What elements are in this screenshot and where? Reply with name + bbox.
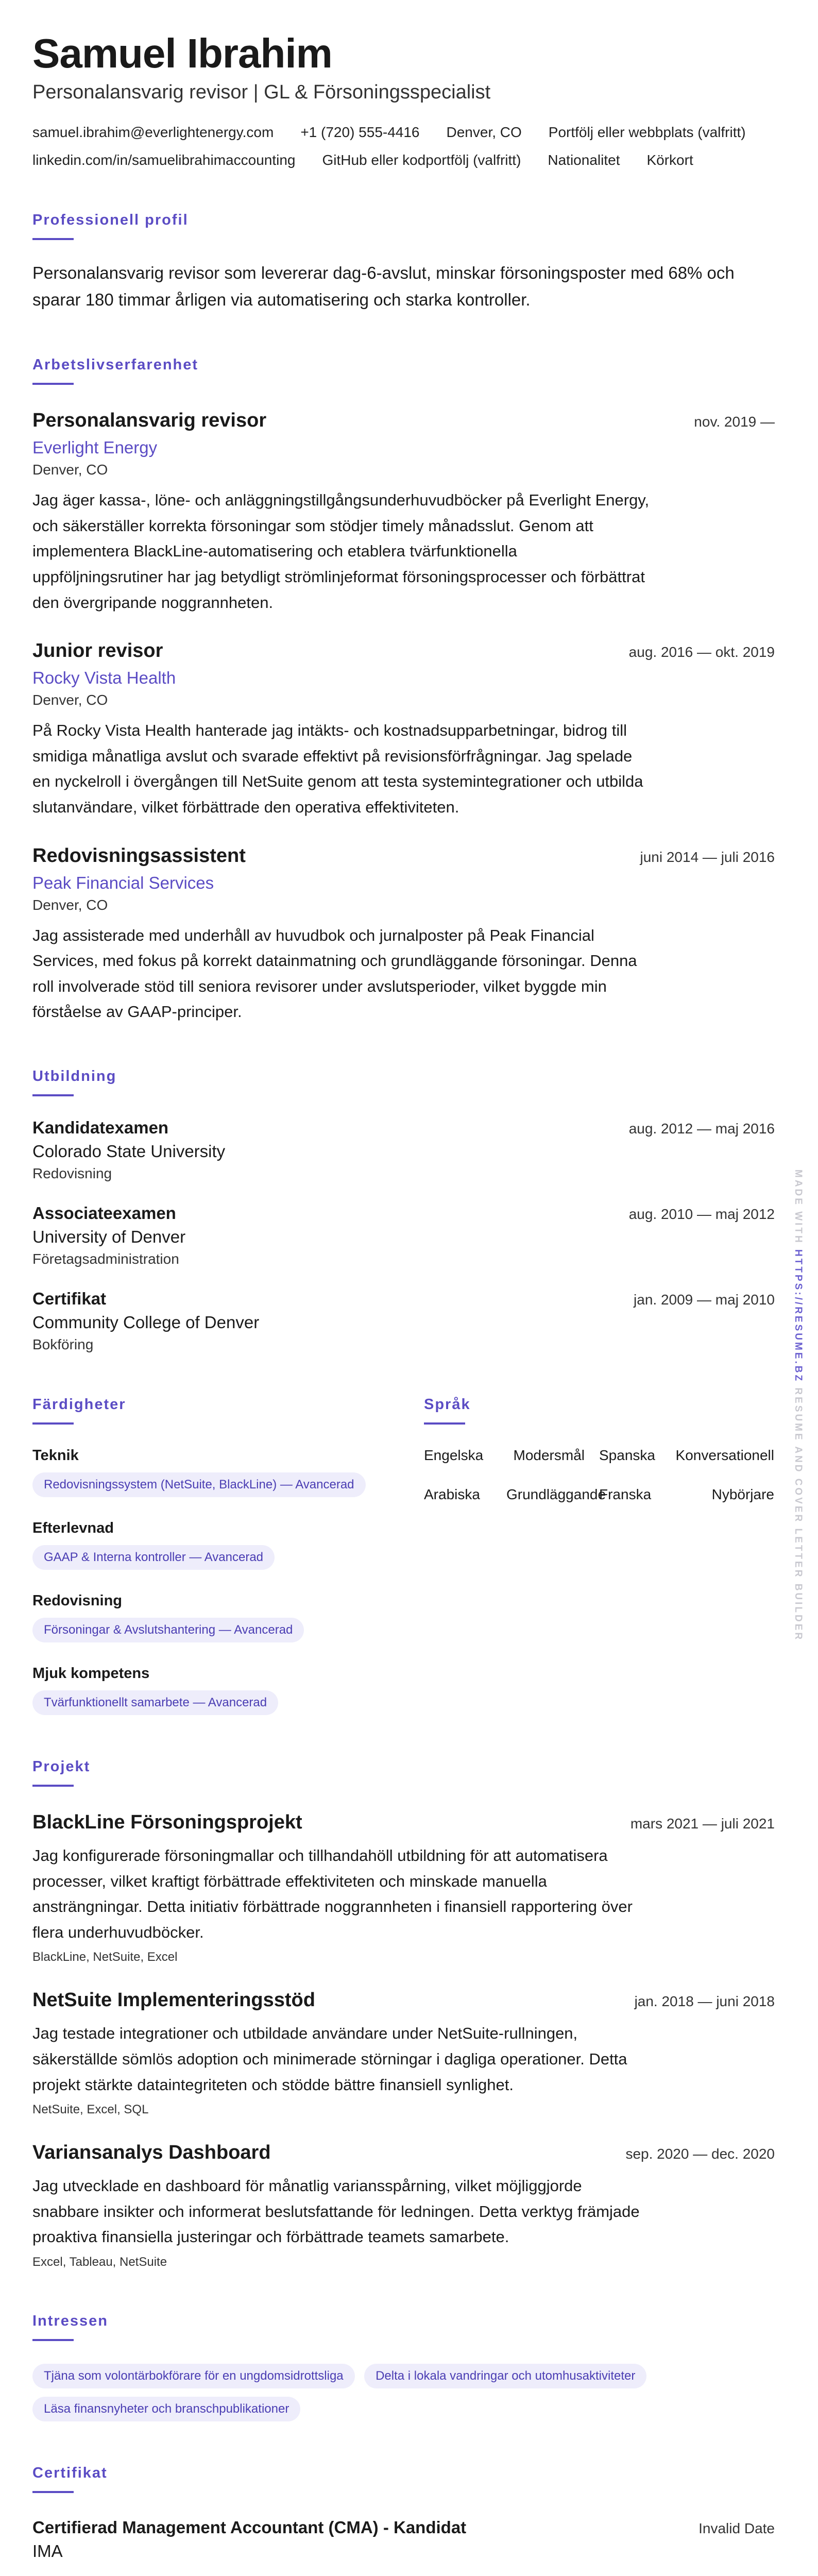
candidate-title: Personalansvarig revisor | GL & Försoningsspecialist <box>32 81 491 103</box>
education-date: aug. 2010 — maj 2012 <box>628 1206 775 1222</box>
section-title: Utbildning <box>32 1067 117 1084</box>
section-title: Arbetslivserfarenhet <box>32 357 199 374</box>
company-name: Peak Financial Services <box>32 873 214 892</box>
experience-entry <box>32 640 775 820</box>
skill-category: Efterlevnad <box>32 1519 114 1536</box>
degree: Associateexamen <box>32 1203 176 1223</box>
section-divider <box>32 383 74 385</box>
watermark-prefix: MADE WITH <box>793 1170 804 1245</box>
project-description: Jag konfigurerade försoningmallar och tillhandahöll utbildning för att automatisera processer, vilket kraftigt förbättrade effektiviteten och minskade manuella ansträngningar. Detta initiativ förbättrade noggrannheten i finansiell rapportering över flera underhuvudböcker. <box>32 1846 633 1941</box>
certificate-entry <box>32 2518 775 2561</box>
education-entry <box>32 1204 775 1267</box>
job-date: aug. 2016 — okt. 2019 <box>628 644 775 660</box>
section-divider <box>32 1422 74 1425</box>
section-divider <box>424 1422 465 1425</box>
job-title: Junior revisor <box>32 640 163 662</box>
section-title: Projekt <box>32 1758 91 1775</box>
skill-group <box>32 1665 424 1715</box>
certificate-title: Certifierad Management Accountant (CMA) - Kandidat <box>32 2517 467 2537</box>
education-entry <box>32 1289 775 1353</box>
project-date: mars 2021 — juli 2021 <box>630 1815 775 1832</box>
job-location: Denver, CO <box>32 692 108 708</box>
profile-section <box>32 212 775 313</box>
field-of-study: Bokföring <box>32 1336 94 1352</box>
experience-entry <box>32 845 775 1025</box>
project-date: sep. 2020 — dec. 2020 <box>625 2146 775 2162</box>
project-date: jan. 2018 — juni 2018 <box>634 1993 775 2010</box>
job-description: Jag äger kassa-, löne- och anläggningstillgångsunderhuvudböcker på Everlight Energy, och säkerställer korrekta försoningar som stödjer timely månadsslut. Genom att implementera BlackLine-automatisering och etablera tvärfunktionella uppföljningsrutiner har jag betydligt strömlinjeformat försoningsprocesser och förbättrat den övergripande noggrannheten. <box>32 491 650 612</box>
project-tech: NetSuite, Excel, SQL <box>32 2103 149 2117</box>
skill-chip: Tvärfunktionellt samarbete — Avancerad <box>32 1690 278 1715</box>
job-description: På Rocky Vista Health hanterade jag intäkts- och kostnadsupparbetningar, bidrog till smidiga månatliga avslut och svarade effektivt på revisionsförfrågningar. Jag spelade en nyckelroll i övergången till NetSuite genom att testa systemintegrationer och utbilda slutanvändare, vilket förbättrade den operativa effektiviteten. <box>32 721 643 816</box>
certificate-date: Invalid Date <box>698 2520 775 2536</box>
project-description: Jag testade integrationer och utbildade användare under NetSuite-rullningen, säkerställde sömlös adoption och minimerade störningar i dagliga operationer. Detta projekt stärkte dataintegriteten och stödde bättre finansiell synlighet. <box>32 2024 627 2094</box>
school-name: Colorado State University <box>32 1141 226 1161</box>
skill-group <box>32 1447 424 1497</box>
section-divider <box>32 1094 74 1096</box>
contact-list <box>32 124 785 168</box>
skills-section <box>32 1396 424 1715</box>
contact-linkedin[interactable]: linkedin.com/in/samuelibrahimaccounting <box>32 152 296 168</box>
language-level: Konversationell <box>675 1447 774 1463</box>
skill-category: Mjuk kompetens <box>32 1665 150 1682</box>
interest-chip: Läsa finansnyheter och branschpublikationer <box>32 2397 300 2421</box>
job-description: Jag assisterade med underhåll av huvudbok och jurnalposter på Peak Financial Services, med fokus på korrekt datainmatning och grundläggande försoningar. Denna roll involverade stöd till seniora revisorer under avslutsperioder, vilket byggde min förståelse av GAAP-principer. <box>32 926 637 1021</box>
watermark-suffix: RESUME AND COVER LETTER BUILDER <box>793 1387 804 1642</box>
project-entry <box>32 1811 775 1964</box>
language-name: Engelska <box>424 1447 484 1463</box>
certificates-section <box>32 2465 775 2561</box>
job-location: Denver, CO <box>32 896 108 913</box>
interest-chip: Tjäna som volontärbokförare för en ungdomsidrottsliga <box>32 2364 355 2388</box>
education-date: jan. 2009 — maj 2010 <box>634 1291 775 1308</box>
languages-grid <box>424 1447 775 1503</box>
project-tech: Excel, Tableau, NetSuite <box>32 2255 167 2269</box>
field-of-study: Redovisning <box>32 1165 112 1181</box>
education-date: aug. 2012 — maj 2016 <box>628 1120 775 1137</box>
contact-portfolio[interactable]: Portfölj eller webbplats (valfritt) <box>548 124 746 140</box>
projects-section <box>32 1758 775 2269</box>
degree: Kandidatexamen <box>32 1117 169 1137</box>
skill-chip: Försoningar & Avslutshantering — Avancerad <box>32 1618 304 1642</box>
section-divider <box>32 1785 74 1787</box>
language-name: Spanska <box>599 1447 655 1463</box>
education-section <box>32 1068 775 1353</box>
education-entry <box>32 1118 775 1182</box>
skill-chip: Redovisningssystem (NetSuite, BlackLine) — Avancerad <box>32 1472 366 1497</box>
section-title: Certifikat <box>32 2464 108 2481</box>
project-title: NetSuite Implementeringsstöd <box>32 1989 315 2011</box>
project-description: Jag utvecklade en dashboard för månatlig variansspårning, vilket möjliggjorde snabbare insikter och informerat beslutsfattande för ledningen. Detta verktyg främjade proaktiva finansiella justeringar och förbättrade teamets samarbete. <box>32 2177 640 2246</box>
job-date: nov. 2019 — <box>694 414 775 430</box>
section-title: Intressen <box>32 2312 108 2329</box>
contact-nationality: Nationalitet <box>548 152 620 168</box>
skill-group <box>32 1592 424 1642</box>
section-divider <box>32 238 74 240</box>
contact-location: Denver, CO <box>446 124 522 140</box>
degree: Certifikat <box>32 1289 107 1308</box>
skill-chip: GAAP & Interna kontroller — Avancerad <box>32 1545 275 1570</box>
language-name: Arabiska <box>424 1486 480 1502</box>
skill-category: Redovisning <box>32 1592 123 1609</box>
skill-category: Teknik <box>32 1447 79 1464</box>
company-name: Everlight Energy <box>32 438 158 457</box>
section-divider <box>32 2491 74 2493</box>
resume-header <box>32 0 775 168</box>
job-title: Redovisningsassistent <box>32 844 246 867</box>
language-level: Grundläggande <box>506 1486 606 1502</box>
job-location: Denver, CO <box>32 462 108 478</box>
section-divider <box>32 2339 74 2341</box>
watermark-link[interactable]: HTTPS://RESUME.BZ <box>793 1249 804 1383</box>
school-name: University of Denver <box>32 1227 186 1246</box>
language-level: Modersmål <box>513 1447 585 1463</box>
language-level: Nybörjare <box>711 1486 774 1502</box>
project-title: BlackLine Försoningsprojekt <box>32 1811 302 1833</box>
profile-summary: Personalansvarig revisor som levererar dag-6-avslut, minskar försoningsposter med 68% och sparar 180 timmar årligen via automatisering och starka kontroller. <box>32 263 735 310</box>
experience-entry <box>32 410 775 615</box>
job-date: juni 2014 — juli 2016 <box>640 849 775 865</box>
company-name: Rocky Vista Health <box>32 668 176 688</box>
project-title: Variansanalys Dashboard <box>32 2142 271 2164</box>
contact-github[interactable]: GitHub eller kodportfölj (valfritt) <box>322 152 521 168</box>
project-tech: BlackLine, NetSuite, Excel <box>32 1950 178 1964</box>
project-entry <box>32 1989 775 2117</box>
field-of-study: Företagsadministration <box>32 1250 179 1267</box>
interest-chip: Delta i lokala vandringar och utomhusaktiviteter <box>364 2364 646 2388</box>
school-name: Community College of Denver <box>32 1312 260 1332</box>
skills-languages-row <box>32 1396 775 1715</box>
job-title: Personalansvarig revisor <box>32 410 267 432</box>
interests-list <box>32 2355 754 2421</box>
section-title: Professionell profil <box>32 212 189 228</box>
candidate-name: Samuel Ibrahim <box>32 30 332 76</box>
contact-license: Körkort <box>646 152 693 168</box>
interests-section <box>32 2313 775 2421</box>
languages-section <box>424 1396 775 1715</box>
contact-phone[interactable]: +1 (720) 555-4416 <box>300 124 420 140</box>
experience-section <box>32 357 775 1025</box>
contact-email[interactable]: samuel.ibrahim@everlightenergy.com <box>32 124 274 140</box>
skill-group <box>32 1520 424 1570</box>
project-entry <box>32 2142 775 2269</box>
section-title: Språk <box>424 1396 471 1413</box>
section-title: Färdigheter <box>32 1396 126 1413</box>
certificate-issuer: IMA <box>32 2541 63 2561</box>
language-name: Franska <box>599 1486 652 1502</box>
